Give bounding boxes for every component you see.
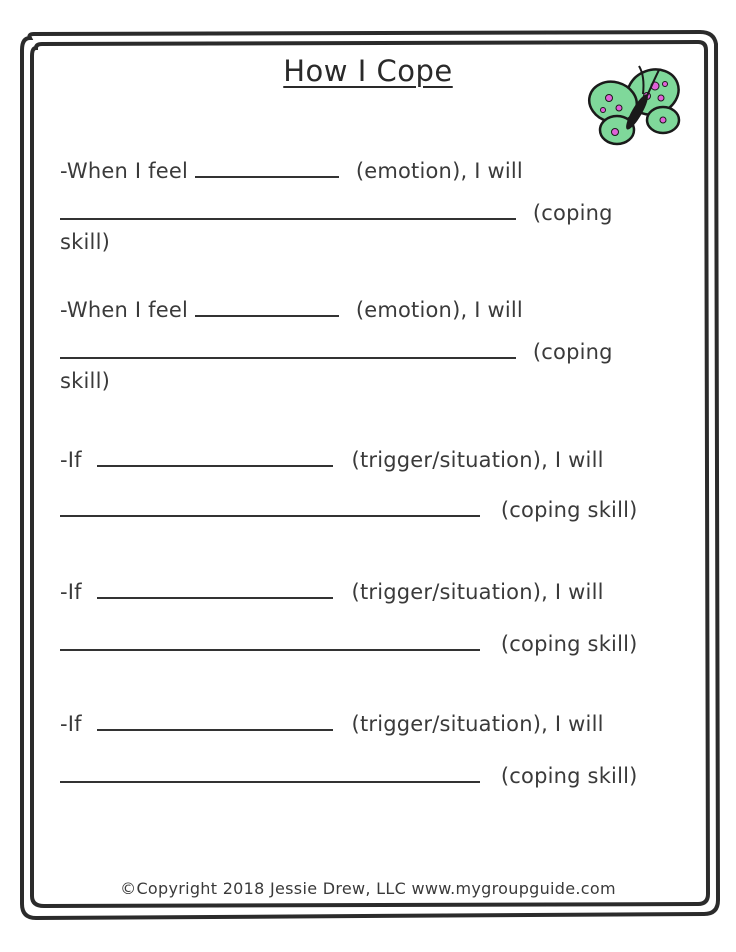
coping-blank-5[interactable] <box>60 763 480 783</box>
prompt-prefix: -If <box>60 712 82 736</box>
coping-blank-3[interactable] <box>60 497 480 517</box>
copyright-footer: ©Copyright 2018 Jessie Drew, LLC www.mygroupguide.com <box>120 879 616 898</box>
coping-line-4 <box>60 631 638 656</box>
wrap-line-2: skill) <box>60 369 110 393</box>
trigger-label: (trigger/situation), I will <box>351 448 604 472</box>
emotion-label: (emotion), I will <box>355 298 523 322</box>
coping-line-1 <box>60 200 613 225</box>
coping-line-5 <box>60 763 638 788</box>
emotion-label: (emotion), I will <box>355 159 523 183</box>
butterfly-icon <box>583 62 687 154</box>
prompt-line-emotion-2 <box>60 297 523 322</box>
prompt-line-trigger-3 <box>60 711 604 736</box>
trigger-blank-2[interactable] <box>97 579 333 599</box>
coping-label: (coping <box>532 340 613 364</box>
coping-blank-2[interactable] <box>60 339 516 359</box>
emotion-blank-2[interactable] <box>195 297 339 317</box>
prompt-prefix: -If <box>60 448 82 472</box>
coping-line-2 <box>60 339 613 364</box>
coping-label: (coping skill) <box>500 632 638 656</box>
page-title: How I Cope <box>283 54 453 88</box>
coping-blank-4[interactable] <box>60 631 480 651</box>
wrap-line-1: skill) <box>60 230 110 254</box>
prompt-line-trigger-2 <box>60 579 604 604</box>
trigger-blank-1[interactable] <box>97 447 333 467</box>
prompt-prefix: -When I feel <box>60 159 189 183</box>
coping-label: (coping <box>532 201 613 225</box>
trigger-blank-3[interactable] <box>97 711 333 731</box>
trigger-label: (trigger/situation), I will <box>351 580 604 604</box>
coping-line-3 <box>60 497 638 522</box>
emotion-blank-1[interactable] <box>195 158 339 178</box>
trigger-label: (trigger/situation), I will <box>351 712 604 736</box>
prompt-line-trigger-1 <box>60 447 604 472</box>
coping-label: (coping skill) <box>500 764 638 788</box>
prompt-line-emotion-1 <box>60 158 523 183</box>
prompt-prefix: -When I feel <box>60 298 189 322</box>
prompt-prefix: -If <box>60 580 82 604</box>
coping-label: (coping skill) <box>500 498 638 522</box>
coping-blank-1[interactable] <box>60 200 516 220</box>
